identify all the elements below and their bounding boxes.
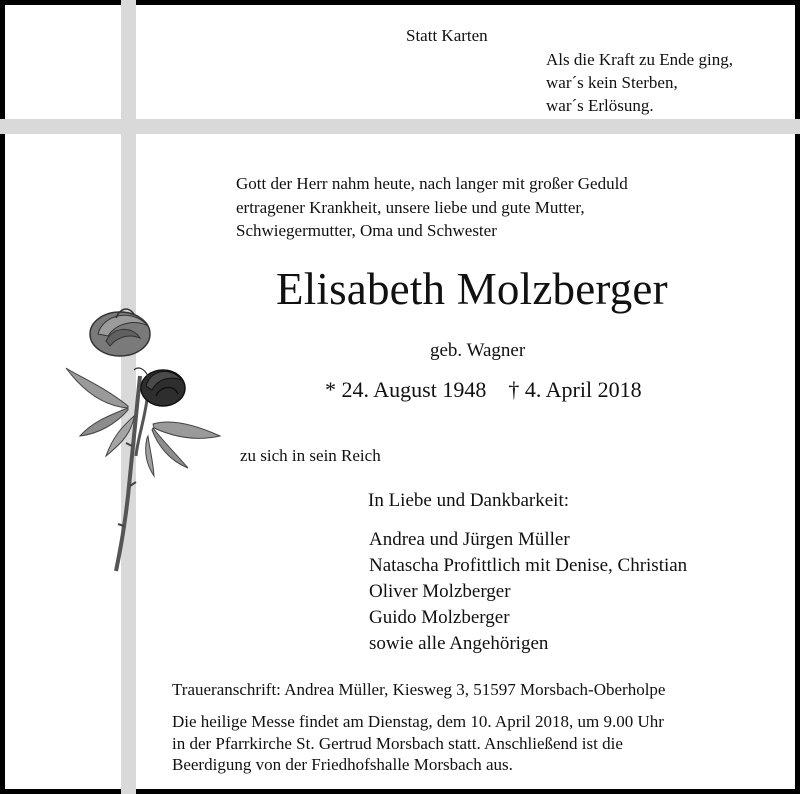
mourner-name: Guido Molzberger	[369, 607, 510, 628]
mourner-name: Oliver Molzberger	[369, 581, 511, 602]
mourner-name: sowie alle Angehörigen	[369, 633, 549, 654]
service-line: Die heilige Messe findet am Dienstag, dem 10. April 2018, um 9.00 Uhr	[172, 712, 664, 731]
life-dates	[325, 377, 642, 403]
intro-line: Gott der Herr nahm heute, nach langer mit großer Geduld	[236, 174, 628, 193]
service-info	[172, 711, 664, 776]
cross-horizontal-bar	[0, 119, 800, 134]
closing-text: zu sich in sein Reich	[240, 446, 381, 465]
intro-text	[236, 172, 628, 243]
birth-date: * 24. August 1948	[325, 377, 487, 402]
service-line: Beerdigung von der Friedhofshalle Morsbach aus.	[172, 755, 513, 774]
mourners-list	[369, 527, 687, 657]
poem-line: war´s Erlösung.	[546, 96, 654, 115]
mourning-address: Traueranschrift: Andrea Müller, Kiesweg 3, 51597 Morsbach-Oberholpe	[172, 680, 666, 699]
death-date: † 4. April 2018	[508, 377, 642, 402]
poem	[546, 48, 733, 117]
poem-line: Als die Kraft zu Ende ging,	[546, 50, 733, 69]
rose-illustration	[58, 296, 228, 581]
service-line: in der Pfarrkirche St. Gertrud Morsbach statt. Anschließend ist die	[172, 733, 623, 753]
intro-line: Schwiegermutter, Oma und Schwester	[236, 221, 497, 240]
mourner-name: Natascha Profittlich mit Denise, Christian	[369, 555, 688, 576]
poem-line: war´s kein Sterben,	[546, 73, 678, 92]
mourners-heading: In Liebe und Dankbarkeit:	[368, 490, 570, 511]
intro-line: ertragener Krankheit, unsere liebe und gute Mutter,	[236, 197, 585, 217]
born-name: geb. Wagner	[430, 340, 526, 361]
mourner-name: Andrea und Jürgen Müller	[369, 529, 570, 550]
deceased-name: Elisabeth Molzberger	[276, 264, 668, 314]
statt-karten-label: Statt Karten	[406, 26, 488, 45]
